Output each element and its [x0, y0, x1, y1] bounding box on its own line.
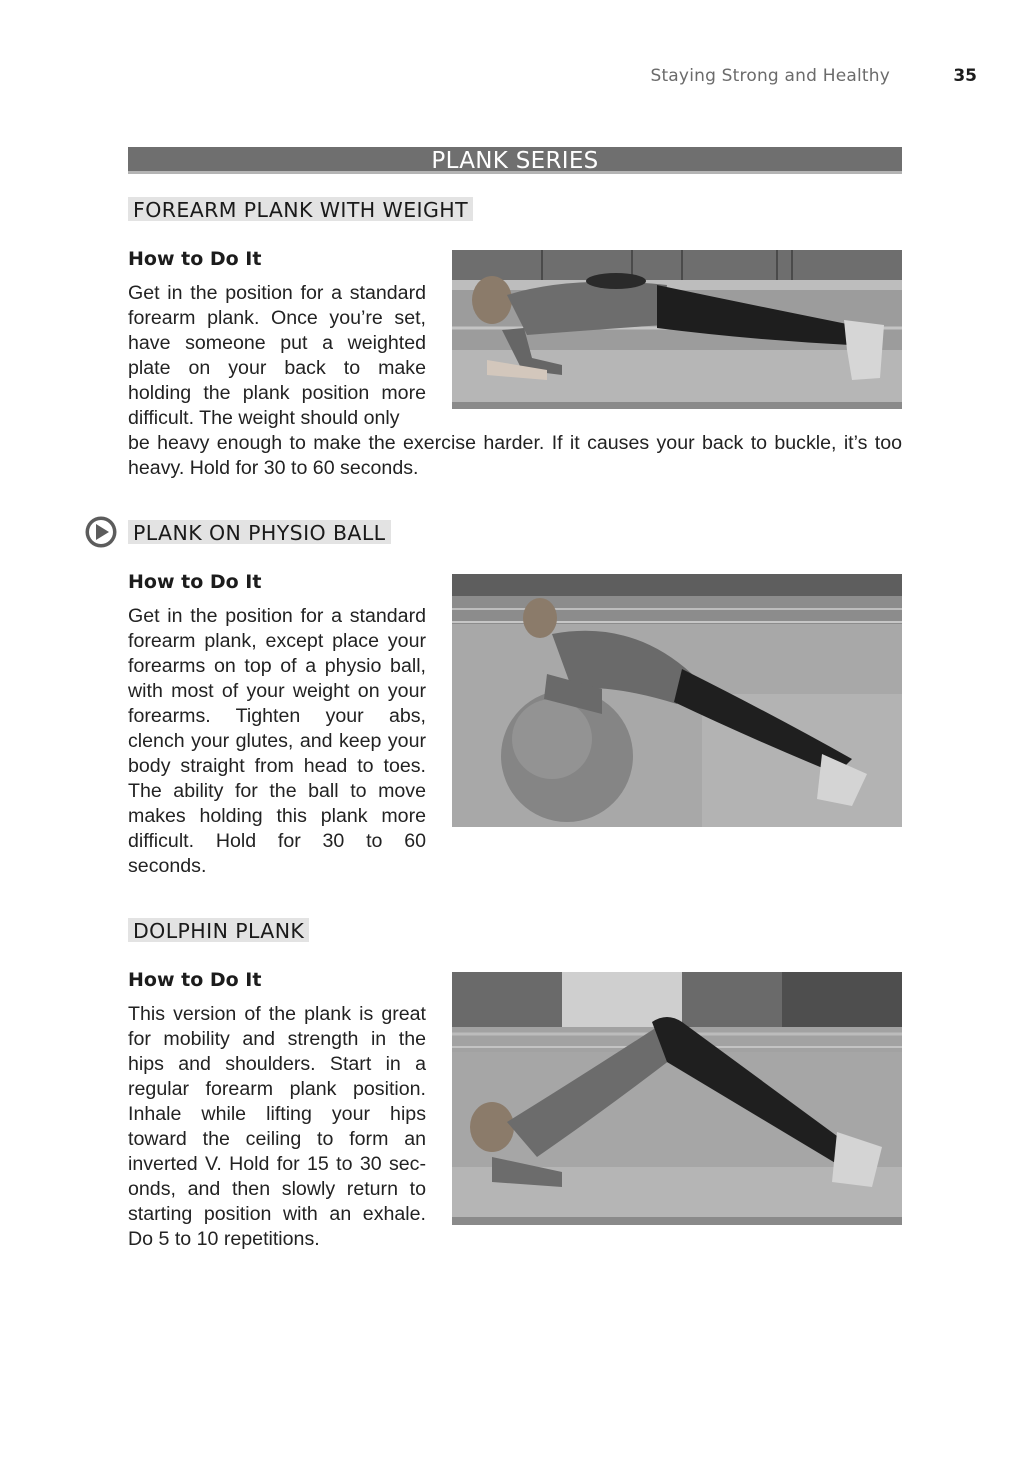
howto-heading: How to Do It	[128, 248, 262, 270]
page-number: 35	[953, 66, 977, 86]
dolphin-plank-photo	[452, 972, 902, 1225]
series-title-banner: PLANK SERIES	[128, 147, 902, 174]
howto-heading: How to Do It	[128, 969, 262, 991]
howto-heading: How to Do It	[128, 571, 262, 593]
exercise-description-continued: be heavy enough to make the exercise harder. If it causes your back to buckle, it’s too heavy. Hold for 30 to 60 seconds.	[128, 432, 902, 479]
exercise-description: Get in the position for a standard forearm plank. Once you’re set, have someone put a weighted plate on your back to make holding the plank position more difficult. The weight should only	[128, 282, 426, 429]
exercise-title-plank-on-physio-ball: PLANK ON PHYSIO BALL	[128, 520, 391, 544]
running-head: Staying Strong and Healthy	[650, 66, 890, 86]
plank-on-physio-ball-photo	[452, 574, 902, 827]
exercise-title-dolphin-plank: DOLPHIN PLANK	[128, 918, 309, 942]
exercise-description: Get in the position for a standard forearm plank, except place your forearms on top of a physio ball, with most of your weight on your forearms. Tighten your abs, clench your glutes, and keep your body straight from head to toes. The ability for the ball to move makes holding this plank more difficult. Hold for 30 to 60 seconds.	[128, 605, 426, 877]
forearm-plank-with-weight-photo	[452, 250, 902, 409]
exercise-title-forearm-plank-with-weight: FOREARM PLANK WITH WEIGHT	[128, 197, 473, 221]
exercise-description: This version of the plank is great for mobility and strength in the hips and shoulders. Start in a regular forearm plank position. Inhale while lifting your hips toward the ceiling to form an inverted V. Hold for 15 to 30 sec-onds, and then slowly return to starting position with an exhale. Do 5 to 10 repetitions.	[128, 1003, 426, 1250]
play-circle-icon	[84, 515, 118, 549]
